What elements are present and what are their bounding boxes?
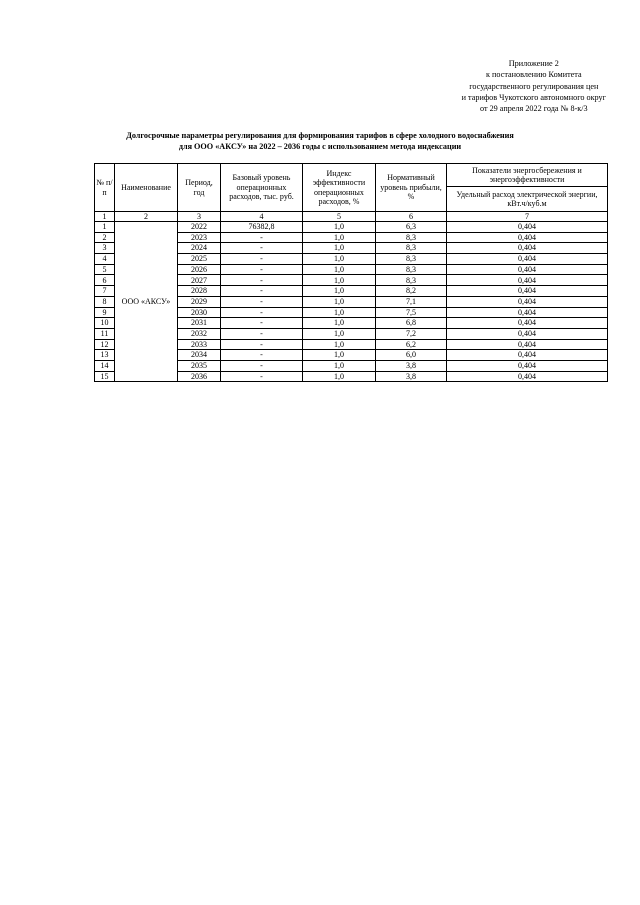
cell-year: 2036	[178, 371, 221, 382]
cell-num: 11	[95, 328, 115, 339]
cell-profit: 6,0	[376, 350, 447, 361]
cell-energy: 0,404	[447, 307, 608, 318]
cell-energy: 0,404	[447, 222, 608, 233]
title-line-2: для ООО «АКСУ» на 2022 – 2036 годы с использованием метода индексации	[178, 141, 462, 151]
cell-year: 2024	[178, 243, 221, 254]
cell-num: 9	[95, 307, 115, 318]
appendix-line: к постановлению Комитета	[486, 70, 582, 80]
cell-index: 1,0	[303, 222, 376, 233]
cell-energy: 0,404	[447, 318, 608, 329]
cell-energy: 0,404	[447, 243, 608, 254]
cell-index: 1,0	[303, 232, 376, 243]
cell-num: 15	[95, 371, 115, 382]
cell-num: 5	[95, 264, 115, 275]
cell-base: -	[221, 371, 303, 382]
document-title	[0, 131, 640, 152]
cell-energy: 0,404	[447, 360, 608, 371]
col-number: 5	[303, 212, 376, 222]
cell-profit: 7,5	[376, 307, 447, 318]
cell-profit: 8,3	[376, 264, 447, 275]
cell-profit: 6,2	[376, 339, 447, 350]
title-line-1: Долгосрочные параметры регулирования для формирования тарифов в сфере холодного водоснабжения	[126, 131, 514, 140]
cell-index: 1,0	[303, 307, 376, 318]
cell-index: 1,0	[303, 350, 376, 361]
cell-base: -	[221, 243, 303, 254]
appendix-line: государственного регулирования цен	[469, 81, 599, 91]
col-number: 4	[221, 212, 303, 222]
header-energy-sub: Удельный расход электрической энергии, кВт.ч/куб.м	[447, 187, 608, 212]
cell-year: 2030	[178, 307, 221, 318]
cell-profit: 8,3	[376, 275, 447, 286]
cell-energy: 0,404	[447, 371, 608, 382]
cell-profit: 8,2	[376, 286, 447, 297]
cell-profit: 8,3	[376, 232, 447, 243]
cell-base: -	[221, 339, 303, 350]
appendix-line: от 29 апреля 2022 года № 8-к/3	[479, 104, 588, 114]
col-number: 2	[115, 212, 178, 222]
cell-num: 10	[95, 318, 115, 329]
cell-index: 1,0	[303, 318, 376, 329]
appendix-line: Приложение 2	[508, 59, 559, 68]
cell-index: 1,0	[303, 243, 376, 254]
cell-year: 2033	[178, 339, 221, 350]
parameters-table	[94, 163, 608, 382]
cell-profit: 8,3	[376, 243, 447, 254]
cell-num: 6	[95, 275, 115, 286]
cell-profit: 3,8	[376, 371, 447, 382]
cell-base: -	[221, 296, 303, 307]
cell-num: 3	[95, 243, 115, 254]
cell-index: 1,0	[303, 296, 376, 307]
cell-year: 2031	[178, 318, 221, 329]
col-number: 7	[447, 212, 608, 222]
header-base: Базовый уровень операционных расходов, тыс. руб.	[221, 164, 303, 212]
cell-year: 2025	[178, 254, 221, 265]
cell-year: 2023	[178, 232, 221, 243]
cell-index: 1,0	[303, 360, 376, 371]
col-number: 6	[376, 212, 447, 222]
cell-base: -	[221, 307, 303, 318]
cell-base: -	[221, 318, 303, 329]
cell-year: 2026	[178, 264, 221, 275]
cell-base: -	[221, 232, 303, 243]
cell-index: 1,0	[303, 371, 376, 382]
cell-energy: 0,404	[447, 339, 608, 350]
cell-energy: 0,404	[447, 264, 608, 275]
table-row	[95, 222, 608, 233]
cell-num: 2	[95, 232, 115, 243]
cell-profit: 6,3	[376, 222, 447, 233]
cell-index: 1,0	[303, 264, 376, 275]
cell-year: 2022	[178, 222, 221, 233]
cell-energy: 0,404	[447, 275, 608, 286]
cell-num: 1	[95, 222, 115, 233]
cell-num: 13	[95, 350, 115, 361]
col-number: 1	[95, 212, 115, 222]
header-profit: Нормативный уровень прибыли, %	[376, 164, 447, 212]
cell-year: 2034	[178, 350, 221, 361]
organization-name: ООО «АКСУ»	[115, 222, 178, 382]
cell-energy: 0,404	[447, 254, 608, 265]
cell-num: 8	[95, 296, 115, 307]
header-name: Наименование	[115, 164, 178, 212]
cell-energy: 0,404	[447, 350, 608, 361]
cell-num: 12	[95, 339, 115, 350]
cell-base: -	[221, 275, 303, 286]
cell-index: 1,0	[303, 275, 376, 286]
cell-year: 2035	[178, 360, 221, 371]
header-energy-group: Показатели энергосбережения и энергоэффективности	[447, 164, 608, 187]
cell-base: -	[221, 360, 303, 371]
cell-index: 1,0	[303, 328, 376, 339]
cell-base: -	[221, 286, 303, 297]
cell-base: -	[221, 264, 303, 275]
cell-profit: 7,2	[376, 328, 447, 339]
cell-energy: 0,404	[447, 296, 608, 307]
header-index: Индекс эффективности операционных расходов, %	[303, 164, 376, 212]
cell-index: 1,0	[303, 254, 376, 265]
cell-profit: 3,8	[376, 360, 447, 371]
cell-year: 2029	[178, 296, 221, 307]
appendix-note	[462, 58, 606, 114]
cell-year: 2027	[178, 275, 221, 286]
cell-base: -	[221, 254, 303, 265]
cell-index: 1,0	[303, 339, 376, 350]
header-num: № п/п	[95, 164, 115, 212]
col-number: 3	[178, 212, 221, 222]
cell-profit: 6,8	[376, 318, 447, 329]
header-period: Период, год	[178, 164, 221, 212]
cell-num: 14	[95, 360, 115, 371]
cell-profit: 7,1	[376, 296, 447, 307]
cell-energy: 0,404	[447, 328, 608, 339]
cell-year: 2032	[178, 328, 221, 339]
cell-index: 1,0	[303, 286, 376, 297]
cell-base: -	[221, 350, 303, 361]
cell-base: 76382,8	[221, 222, 303, 233]
cell-profit: 8,3	[376, 254, 447, 265]
cell-num: 7	[95, 286, 115, 297]
cell-year: 2028	[178, 286, 221, 297]
appendix-line: и тарифов Чукотского автономного округ	[461, 92, 606, 102]
cell-num: 4	[95, 254, 115, 265]
cell-base: -	[221, 328, 303, 339]
cell-energy: 0,404	[447, 286, 608, 297]
cell-energy: 0,404	[447, 232, 608, 243]
